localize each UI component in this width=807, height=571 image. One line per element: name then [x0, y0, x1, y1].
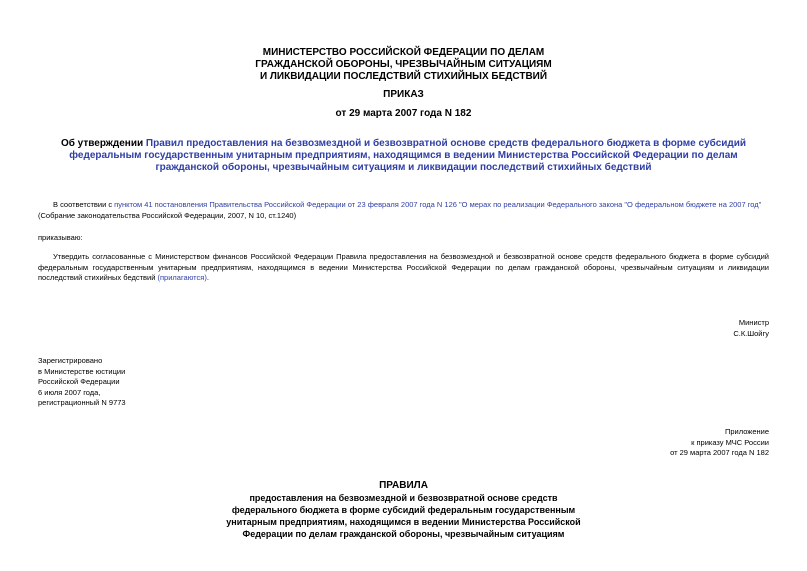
rules-subtitle-line-3: унитарным предприятиям, находящимся в ведении Министерства Российской: [226, 517, 581, 527]
registration-line-5: регистрационный N 9773: [38, 398, 126, 407]
registration-line-2: в Министерстве юстиции: [38, 366, 126, 376]
appendix-line-3: от 29 марта 2007 года N 182: [670, 448, 769, 457]
order-subject: [52, 138, 755, 174]
rules-subtitle-line-1: предоставления на безвозмездной и безвозвратной основе средств: [249, 493, 558, 503]
minister-name: С.К.Шойгу: [733, 328, 769, 338]
appendix-line-2: к приказу МЧС России: [691, 437, 769, 447]
registration-line-4: 6 июля 2007 года,: [38, 387, 101, 397]
attached-link[interactable]: (прилагаются): [157, 273, 207, 282]
preamble-prefix: В соответствии с: [53, 200, 115, 209]
rules-link[interactable]: Правил предоставления на безвозмездной и безвозвратной основе средств федерального бюджета в форме субсидий федеральным государственным унитарным предприятиям, находящимся в ведении Министерства Российской Федерации по делам гражданской обороны, чрезвычайным ситуациям и ликвидации последствий стихийных бедствий: [69, 138, 747, 173]
approve-end: .: [206, 273, 209, 282]
rules-subtitle: [150, 492, 657, 540]
resolution-link[interactable]: пунктом 41 постановления Правительства Российской Федерации от 23 февраля 2007 года N 126 "О мерах по реализации Федерального закона "О федеральном бюджете на 2007 год": [114, 200, 762, 209]
approve-text: Утвердить согласованные с Министерством финансов Российской Федерации Правила предоставления на безвозмездной и безвозвратной основе средств федерального бюджета в форме субсидий федеральным государственным унитарным предприятиям, находящимся в ведении Министерства Российской Федерации по делам гражданской обороны, чрезвычайным ситуациям и ликвидации последствий стихийных бедствий: [38, 252, 769, 282]
ministry-header: [0, 47, 807, 83]
preamble-source: (Собрание законодательства Российской Федерации, 2007, N 10, ст.1240): [38, 210, 297, 220]
rules-subtitle-line-2: федерального бюджета в форме субсидий федеральным государственным: [231, 505, 576, 515]
registration-line-1: Зарегистрировано: [38, 356, 103, 365]
approve-paragraph: [38, 252, 769, 284]
order-verb: приказываю:: [38, 233, 83, 242]
rules-subtitle-line-4: Федерации по делам гражданской обороны, чрезвычайным ситуациям: [242, 529, 565, 539]
ministry-line-1: МИНИСТЕРСТВО РОССИЙСКОЙ ФЕДЕРАЦИИ ПО ДЕЛАМ: [262, 47, 545, 58]
appendix-block: [670, 427, 769, 459]
ministry-line-3: И ЛИКВИДАЦИИ ПОСЛЕДСТВИЙ СТИХИЙНЫХ БЕДСТВИЙ: [259, 71, 548, 82]
rules-title: ПРАВИЛА: [379, 480, 428, 491]
appendix-line-1: Приложение: [725, 427, 769, 436]
signature-block: [733, 318, 769, 339]
registration-block: [38, 356, 126, 409]
order-title: ПРИКАЗ: [383, 89, 424, 100]
subject-prefix: Об утверждении: [60, 138, 146, 149]
preamble-paragraph: [38, 200, 769, 221]
order-date: от 29 марта 2007 года N 182: [335, 108, 472, 119]
minister-title: Министр: [738, 318, 769, 327]
registration-line-3: Российской Федерации: [38, 377, 120, 386]
ministry-line-2: ГРАЖДАНСКОЙ ОБОРОНЫ, ЧРЕЗВЫЧАЙНЫМ СИТУАЦИЯМ: [255, 59, 552, 70]
